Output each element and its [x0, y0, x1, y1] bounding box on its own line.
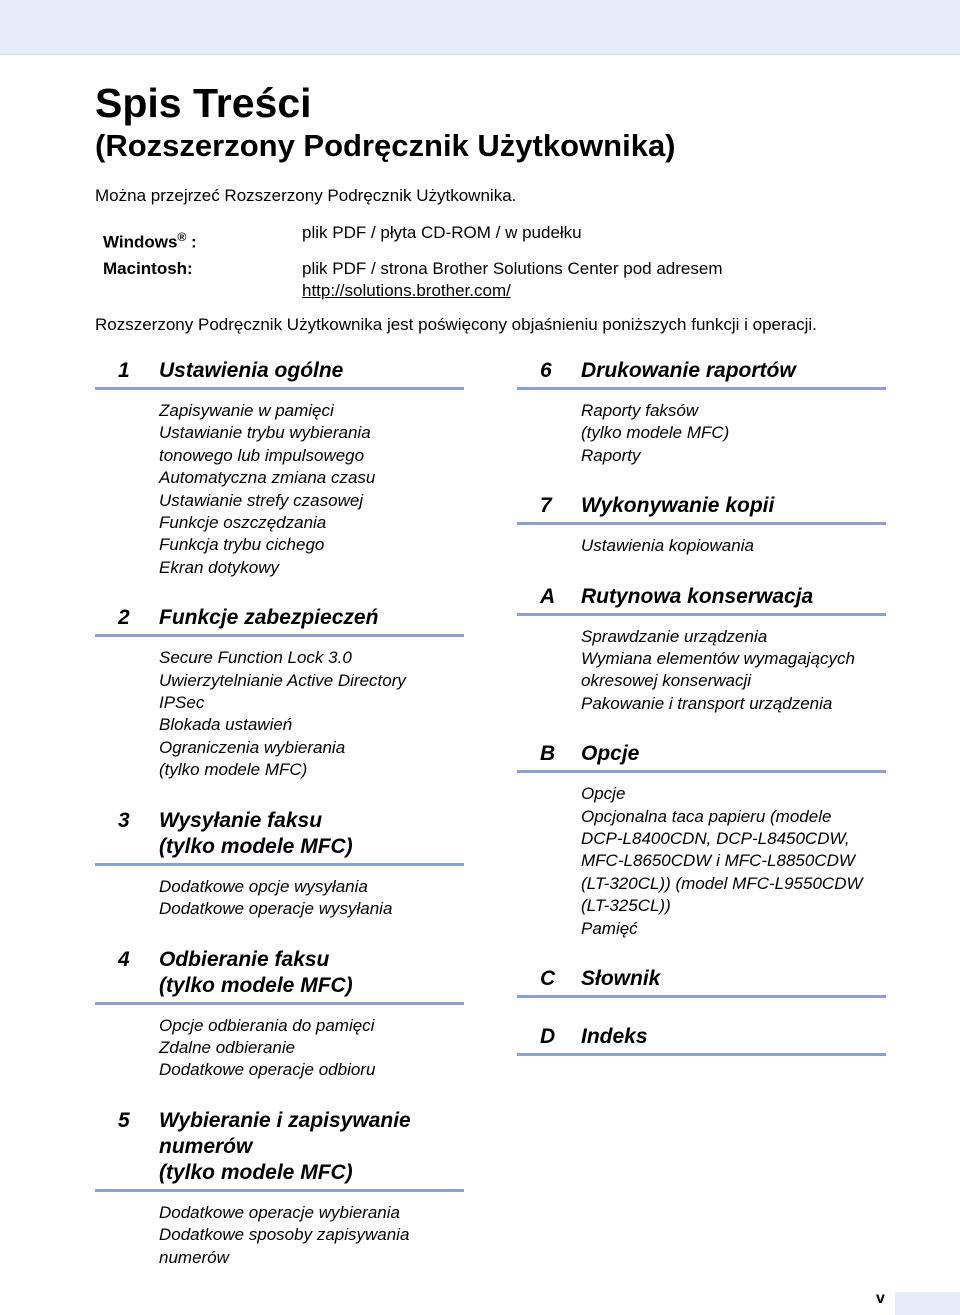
toc-item[interactable]: Pamięć: [581, 918, 638, 938]
toc-item[interactable]: Dodatkowe operacje wybierania: [159, 1202, 400, 1222]
toc-chapter-title-line: (tylko modele MFC): [159, 973, 353, 997]
toc-item[interactable]: Ustawianie trybu wybierania: [159, 423, 371, 443]
toc-chapter-number: 3: [118, 808, 130, 832]
title-line-2: (Rozszerzony Podręcznik Użytkownika): [95, 128, 676, 163]
windows-value: plik PDF / płyta CD-ROM / w pudełku: [302, 223, 582, 242]
toc-chapter-title-line: Drukowanie raportów: [581, 359, 796, 382]
toc-item[interactable]: numerów: [159, 1247, 229, 1267]
toc-chapter-title-line: Rutynowa konserwacja: [581, 584, 814, 608]
toc-chapter-number: 1: [118, 359, 130, 382]
toc-section: [95, 358, 464, 579]
toc-item[interactable]: Pakowanie i transport urządzenia: [581, 693, 833, 713]
footer-band: [895, 1292, 960, 1315]
toc-item[interactable]: Opcje odbierania do pamięci: [159, 1015, 375, 1035]
toc-chapter-number: 7: [540, 494, 552, 518]
toc-section: [517, 493, 886, 557]
toc-section-heading[interactable]: [95, 947, 464, 1005]
toc-item[interactable]: IPSec: [159, 693, 205, 713]
toc-chapter-number: D: [540, 1025, 556, 1049]
toc-chapter-title-line: Opcje: [581, 742, 640, 766]
toc-item[interactable]: Opcje: [581, 784, 626, 804]
toc-item[interactable]: Dodatkowe sposoby zapisywania: [159, 1225, 410, 1245]
toc-item-list: [95, 647, 464, 781]
mac-label: Macintosh:: [103, 259, 193, 278]
toc-item[interactable]: MFC-L8650CDW i MFC-L8850CDW: [581, 851, 855, 871]
toc-item-list: [95, 1202, 464, 1269]
toc-chapter-title-line: Słownik: [581, 967, 661, 991]
toc-chapter-title-line: Ustawienia ogólne: [159, 359, 344, 382]
solutions-link[interactable]: http://solutions.brother.com/: [302, 281, 511, 300]
toc-item[interactable]: Uwierzytelnianie Active Directory: [159, 670, 406, 690]
toc-item-list: [517, 535, 886, 557]
toc-chapter-title: [159, 947, 464, 999]
toc-item[interactable]: Raporty: [581, 445, 641, 465]
toc-section-heading[interactable]: [517, 584, 886, 616]
toc-section-heading[interactable]: [95, 358, 464, 390]
toc-section-heading[interactable]: [517, 966, 886, 998]
toc-item[interactable]: Ekran dotykowy: [159, 557, 279, 577]
toc-right-column: [517, 358, 886, 1056]
toc-item[interactable]: Secure Function Lock 3.0: [159, 648, 352, 668]
toc-item[interactable]: Ograniczenia wybierania: [159, 737, 346, 757]
title-line-1: Spis Treści: [95, 80, 312, 126]
toc-section-heading[interactable]: [95, 808, 464, 866]
toc-item[interactable]: Blokada ustawień: [159, 715, 293, 735]
toc-item[interactable]: Ustawienia kopiowania: [581, 536, 754, 556]
toc-item-list: [95, 400, 464, 579]
toc-chapter-number: 2: [118, 606, 130, 630]
toc-section: [95, 1108, 464, 1269]
toc-section: [517, 1024, 886, 1056]
toc-chapter-title: [581, 358, 886, 384]
header-band: [0, 0, 960, 55]
toc-item[interactable]: (LT-320CL)) (model MFC-L9550CDW: [581, 873, 863, 893]
page-number: v: [876, 1290, 885, 1307]
toc-item[interactable]: Opcjonalna taca papieru (modele: [581, 806, 832, 826]
toc-section: [95, 808, 464, 921]
toc-item[interactable]: Raporty faksów: [581, 401, 699, 420]
toc-item[interactable]: Zapisywanie w pamięci: [159, 401, 334, 420]
toc-item[interactable]: Ustawianie strefy czasowej: [159, 490, 364, 510]
toc-section: [95, 947, 464, 1082]
toc-section: [517, 741, 886, 940]
toc-item[interactable]: Dodatkowe opcje wysyłania: [159, 876, 368, 896]
toc-section-heading[interactable]: [517, 741, 886, 773]
toc-item[interactable]: Funkcje oszczędzania: [159, 513, 327, 533]
toc-section: [517, 584, 886, 716]
toc-item[interactable]: Dodatkowe operacje odbioru: [159, 1060, 376, 1080]
toc-left-column: [95, 358, 464, 1269]
toc-item[interactable]: (tylko modele MFC): [159, 760, 308, 780]
toc-chapter-title-line: numerów: [159, 1134, 253, 1158]
toc-item[interactable]: okresowej konserwacji: [581, 671, 752, 691]
intro-text: Można przejrzeć Rozszerzony Podręcznik Użytkownika.: [95, 186, 517, 205]
toc-chapter-title-line: Wykonywanie kopii: [581, 494, 775, 518]
windows-label: Windows® :: [103, 230, 197, 252]
toc-chapter-title: [581, 966, 886, 992]
toc-chapter-number: 6: [540, 359, 552, 382]
toc-chapter-number: B: [540, 742, 556, 766]
page-title: [95, 80, 676, 166]
toc-section-heading[interactable]: [95, 605, 464, 637]
toc-chapter-title: [581, 493, 886, 519]
toc-item[interactable]: (tylko modele MFC): [581, 423, 730, 443]
toc-item-list: [517, 783, 886, 940]
toc-section-heading[interactable]: [517, 1024, 886, 1056]
toc-chapter-number: A: [540, 584, 556, 608]
toc-item[interactable]: (LT-325CL)): [581, 896, 671, 916]
toc-chapter-number: 5: [118, 1108, 130, 1132]
toc-chapter-title-line: (tylko modele MFC): [159, 834, 353, 858]
toc-section: [517, 966, 886, 998]
toc-chapter-title: [581, 741, 886, 767]
toc-section: [517, 358, 886, 467]
toc-item[interactable]: tonowego lub impulsowego: [159, 445, 365, 465]
description-text: Rozszerzony Podręcznik Użytkownika jest poświęcony objaśnieniu poniższych funkcji i operacji.: [95, 315, 817, 334]
mac-value: plik PDF / strona Brother Solutions Center pod adresem http://solutions.brother.com/: [302, 259, 723, 300]
toc-item[interactable]: Funkcja trybu cichego: [159, 535, 325, 555]
toc-item[interactable]: Dodatkowe operacje wysyłania: [159, 899, 393, 919]
toc-chapter-title-line: Odbieranie faksu: [159, 947, 330, 971]
toc-chapter-title: [159, 605, 464, 631]
toc-chapter-title-line: Indeks: [581, 1025, 648, 1049]
toc-chapter-title: [581, 1024, 886, 1050]
toc-item-list: [95, 1015, 464, 1082]
toc-chapter-title-line: (tylko modele MFC): [159, 1160, 353, 1184]
toc-chapter-title-line: Funkcje zabezpieczeń: [159, 606, 379, 630]
toc-item-list: [95, 876, 464, 921]
toc-section-heading[interactable]: [517, 493, 886, 525]
toc-chapter-title-line: Wybieranie i zapisywanie: [159, 1108, 411, 1132]
toc-section: [95, 605, 464, 781]
toc-section-heading[interactable]: [517, 358, 886, 390]
toc-chapter-title: [159, 1108, 464, 1186]
toc-chapter-number: 4: [118, 947, 130, 971]
toc-section-heading[interactable]: [95, 1108, 464, 1192]
toc-chapter-title: [159, 358, 464, 384]
toc-item-list: [517, 400, 886, 467]
toc-item[interactable]: Wymiana elementów wymagających: [581, 649, 855, 669]
toc-item-list: [517, 626, 886, 716]
toc-item[interactable]: Automatyczna zmiana czasu: [159, 468, 376, 488]
toc-item[interactable]: Zdalne odbieranie: [159, 1037, 296, 1057]
registered-mark: ®: [177, 230, 187, 244]
toc-item[interactable]: Sprawdzanie urządzenia: [581, 626, 768, 646]
toc-chapter-number: C: [540, 967, 556, 991]
toc-chapter-title-line: Wysyłanie faksu: [159, 808, 323, 832]
toc-chapter-title: [581, 584, 886, 610]
toc-chapter-title: [159, 808, 464, 860]
toc-item[interactable]: DCP-L8400CDN, DCP-L8450CDW,: [581, 829, 850, 849]
